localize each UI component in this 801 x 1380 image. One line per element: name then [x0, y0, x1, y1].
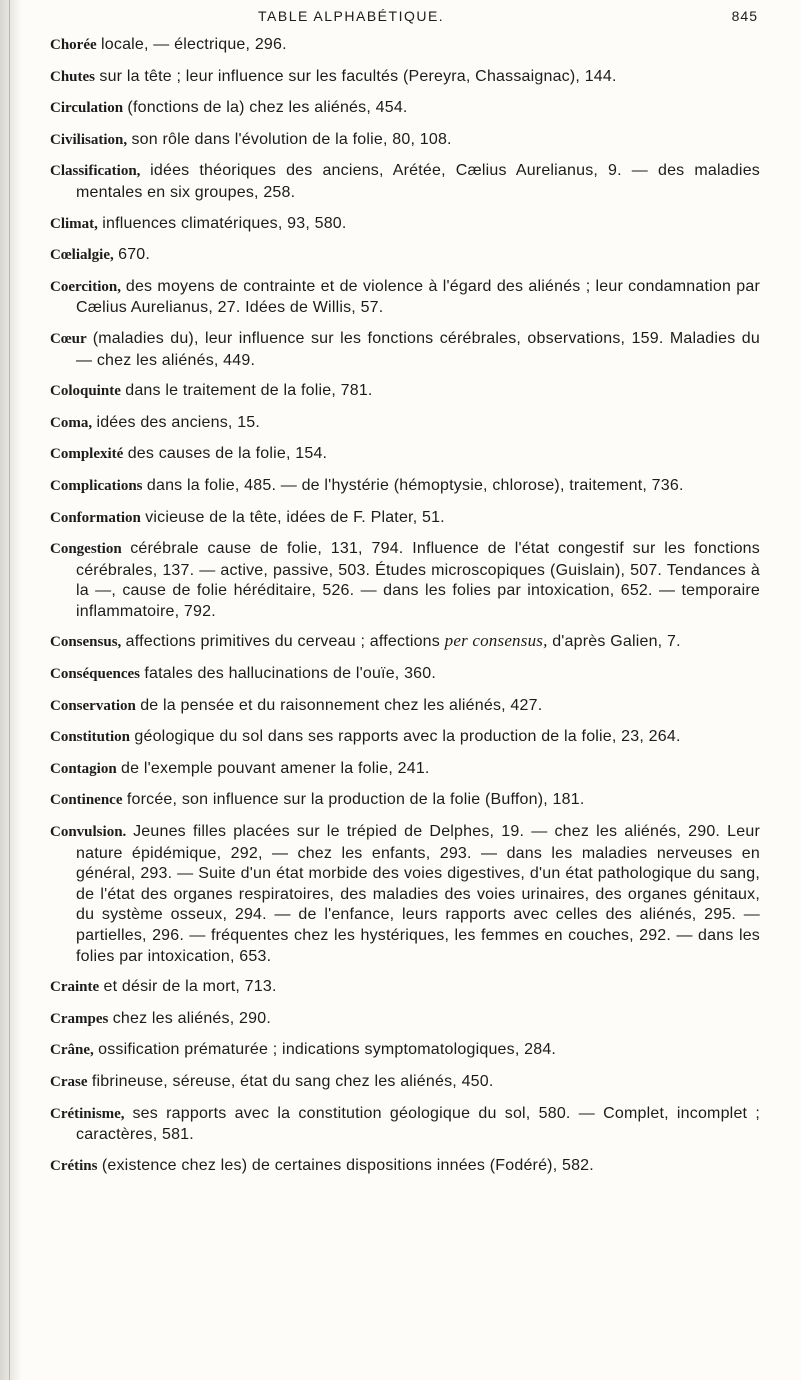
entry-text: dans le traitement de la folie, 781. — [125, 382, 373, 400]
entry-term: Conformation — [50, 509, 141, 526]
entry-text: idées des anciens, 15. — [96, 413, 261, 431]
entry-term: Convulsion. — [50, 824, 127, 841]
index-entry — [50, 160, 760, 202]
entry-term: Complexité — [50, 446, 124, 463]
index-entry — [50, 443, 760, 465]
entry-text: cérébrale cause de folie, 131, 794. Influence de l'état congestif sur les fonctions cérébrales, 137. — active, passive, 503. Études microscopiques (Guislain), 507. Tendances à la —, cause de folie héréditaire, 526. — dans les folies par intoxication, 652. — temporaire inflammatoire, 792. — [76, 540, 760, 620]
entry-term: Classification, — [50, 163, 141, 180]
index-entry — [50, 412, 760, 434]
entry-text: chez les aliénés, 290. — [112, 1009, 271, 1027]
entry-text: fibrineuse, séreuse, état du sang chez les aliénés, 450. — [91, 1072, 494, 1090]
index-entry — [50, 328, 760, 370]
index-entry — [50, 66, 760, 88]
header-title: TABLE ALPHABÉTIQUE. — [258, 8, 445, 24]
entry-term: Coloquinte — [50, 383, 121, 400]
entry-term: Crase — [50, 1073, 88, 1090]
entry-text: fatales des hallucinations de l'ouïe, 360. — [144, 665, 437, 683]
index-entry — [50, 475, 760, 497]
index-entry — [50, 695, 760, 717]
index-entry — [50, 213, 760, 235]
index-entry — [50, 1039, 760, 1061]
entry-term: Conséquences — [50, 666, 141, 683]
index-entry — [50, 507, 760, 529]
index-entry — [50, 976, 760, 998]
entry-term: Circulation — [50, 100, 124, 117]
entry-text: vicieuse de la tête, idées de F. Plater, 51. — [145, 508, 445, 526]
entry-text: et désir de la mort, 713. — [103, 978, 277, 996]
index-entries — [50, 34, 760, 1186]
index-entry — [50, 1071, 760, 1093]
page-number: 845 — [731, 8, 758, 24]
entry-term: Chutes — [50, 68, 96, 85]
index-entry — [50, 34, 760, 56]
entry-text: forcée, son influence sur la production de la folie (Buffon), 181. — [126, 791, 585, 809]
entry-text-continued: d'après Galien, 7. — [552, 633, 681, 651]
index-entry — [50, 380, 760, 402]
entry-term: Cœur — [50, 330, 87, 347]
entry-term: Conservation — [50, 697, 136, 714]
entry-text: des moyens de contrainte et de violence à l'égard des aliénés ; leur condamnation par Cælius Aurelianus, 27. Idées de Willis, 57. — [76, 277, 760, 317]
entry-text: géologique du sol dans ses rapports avec la production de la folie, 23, 264. — [134, 728, 681, 746]
entry-text: affections primitives du cerveau ; affections — [125, 633, 440, 651]
entry-text: sur la tête ; leur influence sur les facultés (Pereyra, Chassaignac), 144. — [99, 67, 617, 85]
index-entry — [50, 97, 760, 119]
entry-text: ses rapports avec la constitution géologique du sol, 580. — Complet, incomplet ; caractères, 581. — [76, 1104, 761, 1144]
entry-term: Consensus, — [50, 634, 122, 651]
page-binding-shadow — [0, 0, 22, 1380]
entry-term: Civilisation, — [50, 131, 128, 148]
entry-text: des causes de la folie, 154. — [127, 445, 328, 463]
index-entry — [50, 538, 760, 621]
index-entry — [50, 1155, 760, 1177]
index-entry — [50, 663, 760, 685]
entry-term: Crainte — [50, 979, 100, 996]
entry-term: Crâne, — [50, 1042, 94, 1059]
index-entry — [50, 244, 760, 266]
running-header — [258, 8, 758, 28]
index-entry — [50, 1008, 760, 1030]
entry-italic-text: per consensus, — [444, 631, 548, 651]
entry-text: dans la folie, 485. — de l'hystérie (hémoptysie, chlorose), traitement, 736. — [146, 476, 684, 494]
index-entry — [50, 821, 760, 966]
entry-text: Jeunes filles placées sur le trépied de Delphes, 19. — chez les aliénés, 290. Leur nature épidémique, 292, — chez les enfants, 293. — dans les maladies nerveuses en général, 293. — Suite d'un état morbide des voies digestives, d'un état pathologique du sang, de l'état des organes respiratoires, des maladies des voies urinaires, des organes génitaux, du système osseux, 294. — de l'enfance, leurs rapports avec celles des aliénés, 295. — partielles, 296. — fréquentes chez les hystériques, les femmes en couches, 292. — dans les folies par intoxication, 653. — [76, 823, 760, 965]
entry-text: 670. — [118, 246, 151, 264]
entry-term: Crétinisme, — [50, 1105, 125, 1122]
entry-term: Chorée — [50, 37, 97, 53]
binding-edge-line — [9, 0, 10, 1380]
entry-text: de la pensée et du raisonnement chez les aliénés, 427. — [140, 696, 543, 714]
entry-text: influences climatériques, 93, 580. — [102, 214, 347, 232]
index-entry — [50, 726, 760, 748]
index-entry — [50, 758, 760, 780]
entry-term: Coercition, — [50, 278, 121, 295]
entry-text: locale, — électrique, 296. — [101, 36, 287, 53]
entry-text: idées théoriques des anciens, Arétée, Cælius Aurelianus, 9. — des maladies mentales en six groupes, 258. — [76, 162, 760, 201]
index-entry — [50, 631, 760, 653]
entry-text: (maladies du), leur influence sur les fonctions cérébrales, observations, 159. Maladies du — chez les aliénés, 449. — [76, 329, 760, 369]
index-entry — [50, 789, 760, 811]
entry-term: Continence — [50, 792, 123, 809]
entry-term: Congestion — [50, 541, 122, 558]
entry-text: ossification prématurée ; indications symptomatologiques, 284. — [98, 1041, 557, 1059]
index-entry — [50, 1103, 760, 1145]
entry-text: (fonctions de la) chez les aliénés, 454. — [127, 99, 408, 117]
entry-term: Coma, — [50, 414, 93, 431]
entry-text: de l'exemple pouvant amener la folie, 241. — [121, 759, 430, 777]
entry-term: Constitution — [50, 729, 131, 746]
entry-term: Contagion — [50, 760, 117, 777]
entry-term: Crampes — [50, 1010, 109, 1027]
entry-term: Crétins — [50, 1157, 98, 1174]
entry-term: Complications — [50, 477, 143, 494]
entry-text: son rôle dans l'évolution de la folie, 80, 108. — [131, 130, 452, 148]
index-entry — [50, 129, 760, 151]
entry-text: (existence chez les) de certaines dispositions innées (Fodéré), 582. — [101, 1156, 594, 1174]
index-entry — [50, 276, 760, 318]
entry-term: Cœlialgie, — [50, 247, 114, 264]
entry-term: Climat, — [50, 215, 98, 232]
